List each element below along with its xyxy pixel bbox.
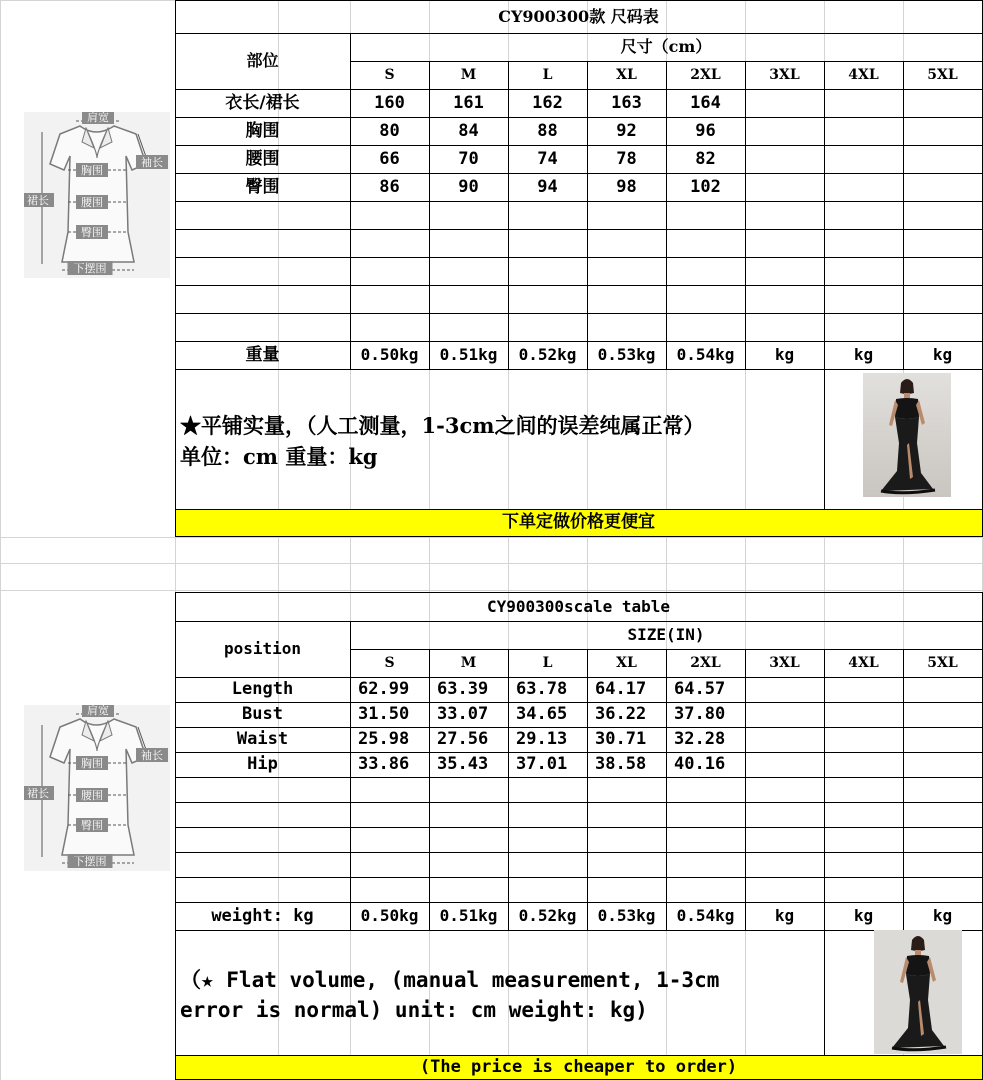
weight-value: 0.54kg — [676, 345, 735, 364]
part-header: position — [223, 639, 302, 658]
table-border — [175, 285, 983, 286]
weight-value: kg — [853, 345, 874, 364]
weight-value: 0.53kg — [597, 906, 656, 925]
table-border — [175, 852, 983, 853]
table-border — [175, 313, 983, 314]
diagram-label: 裙长 — [27, 787, 49, 800]
cell-value: 25.98 — [358, 729, 410, 749]
cell-value: 164 — [690, 93, 721, 113]
cell-value: 64.17 — [595, 679, 647, 699]
weight-value: 0.51kg — [439, 345, 498, 364]
cell-value: 35.43 — [437, 754, 489, 774]
cell-value: 34.65 — [516, 704, 568, 724]
table-border — [824, 61, 825, 370]
table-border — [175, 827, 983, 828]
table-border — [824, 649, 825, 931]
row-label: Hip — [247, 754, 278, 774]
cell-value: 86 — [379, 177, 400, 197]
dress-measurement-diagram — [24, 112, 170, 278]
row-label: 胸围 — [245, 121, 280, 141]
size-label-l: L — [542, 67, 553, 83]
table-border — [175, 930, 983, 931]
cell-value: 37.80 — [674, 704, 726, 724]
table-border — [175, 201, 983, 202]
weight-value: 0.53kg — [597, 345, 656, 364]
weight-label: weight: kg — [211, 906, 314, 926]
row-label: Bust — [242, 704, 283, 724]
table-border — [175, 369, 983, 370]
cell-value: 31.50 — [358, 704, 410, 724]
size-label-s: S — [384, 655, 395, 671]
diagram-label: 腰围 — [81, 789, 103, 802]
size-label-4xl: 4XL — [848, 655, 879, 671]
cell-value: 84 — [458, 121, 479, 141]
size-header: SIZE(IN) — [627, 625, 705, 644]
cell-value: 37.01 — [516, 754, 568, 774]
size-header: 尺寸（cm） — [620, 37, 712, 56]
row-label: 臀围 — [245, 177, 280, 197]
size-label-4xl: 4XL — [848, 67, 879, 83]
diagram-label: 肩宽 — [87, 112, 109, 124]
diagram-label: 臀围 — [81, 226, 103, 239]
diagram-label: 下摆围 — [73, 262, 107, 275]
table-border — [175, 877, 983, 878]
size-label-xl: XL — [616, 67, 637, 83]
table-title: CY900300款 尺码表 — [498, 7, 659, 26]
table-border — [903, 649, 904, 931]
cell-value: 30.71 — [595, 729, 647, 749]
size-label-3xl: 3XL — [769, 67, 800, 83]
cell-value: 74 — [537, 149, 558, 169]
table-border — [175, 536, 983, 537]
weight-value: kg — [932, 906, 953, 925]
weight-value: kg — [932, 345, 953, 364]
size-label-m: M — [460, 655, 477, 671]
cell-value: 62.99 — [358, 679, 410, 699]
weight-value: 0.52kg — [518, 906, 577, 925]
cell-value: 90 — [458, 177, 479, 197]
cell-value: 161 — [453, 93, 484, 113]
size-label-s: S — [384, 67, 395, 83]
cell-value: 94 — [537, 177, 558, 197]
dress-measurement-diagram — [24, 705, 170, 871]
table-border — [824, 930, 825, 1056]
table-border — [903, 61, 904, 370]
size-label-3xl: 3XL — [769, 655, 800, 671]
part-header: 部位 — [246, 51, 279, 70]
cell-value: 92 — [616, 121, 637, 141]
table-border — [175, 229, 983, 230]
table-border — [175, 777, 983, 778]
table-border — [175, 802, 983, 803]
diagram-label: 肩宽 — [87, 705, 109, 717]
cell-value: 63.78 — [516, 679, 568, 699]
diagram-label: 胸围 — [81, 757, 103, 770]
weight-value: kg — [774, 345, 795, 364]
cell-value: 36.22 — [595, 704, 647, 724]
cell-value: 33.07 — [437, 704, 489, 724]
size-label-2xl: 2XL — [690, 67, 721, 83]
table-border — [745, 61, 746, 370]
table-border — [824, 369, 825, 510]
note-line-2: 单位：cm 重量：kg — [180, 444, 378, 469]
cell-value: 88 — [537, 121, 558, 141]
diagram-label: 袖长 — [141, 156, 163, 169]
diagram-label: 下摆围 — [73, 855, 107, 868]
model-photo — [863, 373, 951, 497]
weight-value: 0.51kg — [439, 906, 498, 925]
note-line-1: （★ Flat volume, (manual measurement, 1-3cm — [180, 968, 720, 992]
cell-value: 96 — [695, 121, 716, 141]
cell-value: 27.56 — [437, 729, 489, 749]
weight-value: 0.50kg — [360, 906, 419, 925]
cell-value: 38.58 — [595, 754, 647, 774]
row-label: Length — [231, 679, 294, 699]
size-label-5xl: 5XL — [927, 67, 958, 83]
footer-text: 下单定做价格更便宜 — [502, 512, 655, 532]
size-label-l: L — [542, 655, 553, 671]
cell-value: 66 — [379, 149, 400, 169]
cell-value: 162 — [532, 93, 563, 113]
cell-value: 32.28 — [674, 729, 726, 749]
diagram-label: 胸围 — [81, 164, 103, 177]
weight-value: kg — [774, 906, 795, 925]
row-label: 腰围 — [245, 149, 280, 169]
diagram-label: 袖长 — [141, 749, 163, 762]
cell-value: 160 — [374, 93, 405, 113]
diagram-label: 裙长 — [27, 194, 49, 207]
table-border — [745, 649, 746, 931]
model-photo — [874, 930, 962, 1054]
cell-value: 29.13 — [516, 729, 568, 749]
weight-value: 0.54kg — [676, 906, 735, 925]
cell-value: 63.39 — [437, 679, 489, 699]
cell-value: 70 — [458, 149, 479, 169]
row-label: Waist — [236, 729, 289, 749]
table-border — [175, 257, 983, 258]
weight-label: 重量 — [245, 345, 280, 365]
weight-value: 0.50kg — [360, 345, 419, 364]
cell-value: 40.16 — [674, 754, 726, 774]
size-label-xl: XL — [616, 655, 637, 671]
cell-value: 33.86 — [358, 754, 410, 774]
cell-value: 64.57 — [674, 679, 726, 699]
cell-value: 78 — [616, 149, 637, 169]
size-label-5xl: 5XL — [927, 655, 958, 671]
diagram-label: 腰围 — [81, 196, 103, 209]
diagram-label: 臀围 — [81, 819, 103, 832]
note-line-2: error is normal) unit: cm weight: kg) — [180, 998, 648, 1022]
weight-value: kg — [853, 906, 874, 925]
size-label-2xl: 2XL — [690, 655, 721, 671]
cell-value: 82 — [695, 149, 716, 169]
cell-value: 163 — [611, 93, 642, 113]
note-line-1: ★平铺实量，（人工测量，1-3cm之间的误差纯属正常） — [180, 413, 705, 438]
cell-value: 102 — [690, 177, 721, 197]
cell-value: 80 — [379, 121, 400, 141]
size-label-m: M — [460, 67, 477, 83]
weight-value: 0.52kg — [518, 345, 577, 364]
row-label: 衣长/裙长 — [225, 93, 300, 113]
footer-text: (The price is cheaper to order) — [419, 1057, 738, 1077]
cell-value: 98 — [616, 177, 637, 197]
table-title: CY900300scale table — [486, 597, 671, 616]
